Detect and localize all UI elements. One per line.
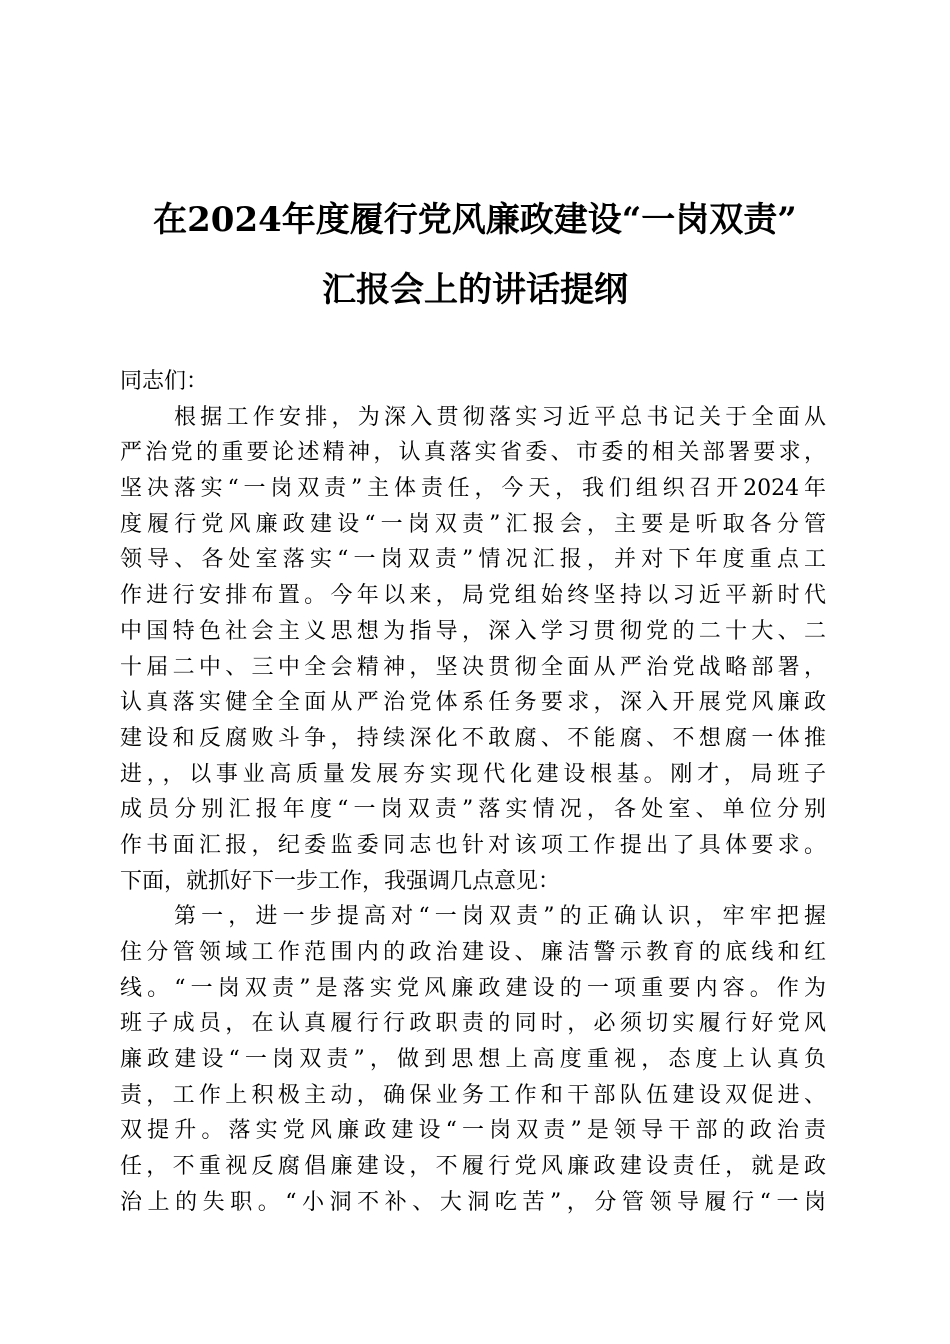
paragraph-line: 成员分别汇报年度“一岗双责”落实情况，各处室、单位分别 <box>120 797 826 823</box>
paragraph-line: 坚决落实“一岗双责”主体责任，今天，我们组织召开2024年 <box>120 476 826 502</box>
document-title-line-1: 在2024年度履行党风廉政建设“一岗双责” <box>153 200 797 240</box>
paragraph-line: 作书面汇报，纪委监委同志也针对该项工作提出了具体要求。 <box>120 832 826 858</box>
paragraph-line: 住分管领域工作范围内的政治建设、廉洁警示教育的底线和红 <box>120 940 826 965</box>
document-title-line-2: 汇报会上的讲话提纲 <box>322 270 628 310</box>
paragraph-line: 治上的失职。“小洞不补、大洞吃苦”，分管领导履行“一岗 <box>120 1189 826 1215</box>
paragraph-line: 领导、各处室落实“一岗双责”情况汇报，并对下年度重点工 <box>120 547 826 573</box>
paragraph-2 <box>120 899 826 1220</box>
paragraph-line: 双提升。落实党风廉政建设“一岗双责”是领导干部的政治责 <box>120 1118 826 1144</box>
paragraph-line: 严治党的重要论述精神，认真落实省委、市委的相关部署要求， <box>120 440 826 466</box>
paragraph-line: 根据工作安排，为深入贯彻落实习近平总书记关于全面从 <box>174 404 826 430</box>
paragraph-line: 进，，以事业高质量发展夯实现代化建设根基。刚才，局班子 <box>120 761 826 787</box>
paragraph-line: 建设和反腐败斗争，持续深化不敢腐、不能腐、不想腐一体推 <box>120 725 826 751</box>
paragraph-1 <box>120 400 826 900</box>
paragraph-line: 中国特色社会主义思想为指导，深入学习贯彻党的二十大、二 <box>120 618 826 644</box>
paragraph-line: 任，不重视反腐倡廉建设，不履行党风廉政建设责任，就是政 <box>120 1154 826 1180</box>
paragraph-line: 度履行党风廉政建设“一岗双责”汇报会，主要是听取各分管 <box>120 511 826 537</box>
paragraph-line: 作进行安排布置。今年以来，局党组始终坚持以习近平新时代 <box>120 583 826 609</box>
salutation: 同志们： <box>120 369 209 394</box>
paragraph-line: 十届二中、三中全会精神，坚决贯彻全面从严治党战略部署， <box>120 654 826 680</box>
paragraph-line: 下面，就抓好下一步工作，我强调几点意见： <box>120 868 561 894</box>
paragraph-line: 廉政建设“一岗双责”，做到思想上高度重视，态度上认真负 <box>120 1047 826 1073</box>
paragraph-line: 认真落实健全全面从严治党体系任务要求，深入开展党风廉政 <box>120 690 826 716</box>
paragraph-line: 责，工作上积极主动，确保业务工作和干部队伍建设双促进、 <box>120 1082 826 1108</box>
paragraph-line: 线。“一岗双责”是落实党风廉政建设的一项重要内容。作为 <box>120 975 826 1001</box>
paragraph-line: 班子成员，在认真履行行政职责的同时，必须切实履行好党风 <box>120 1011 826 1037</box>
document-body <box>120 364 826 1221</box>
paragraph-line: 第一，进一步提高对“一岗双责”的正确认识，牢牢把握 <box>174 904 826 930</box>
